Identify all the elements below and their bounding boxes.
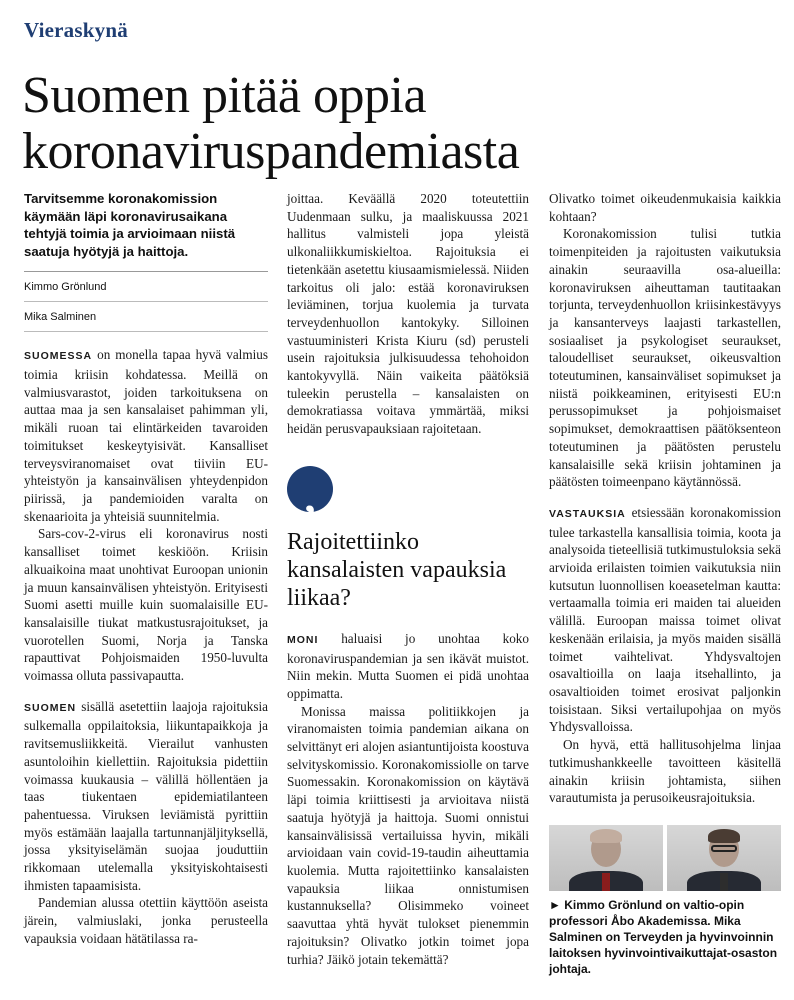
body-paragraph xyxy=(24,346,268,525)
body-paragraph: Olivatko toimet oikeudenmukaisia kaikkia kohtaan? xyxy=(549,191,781,224)
author-divider xyxy=(24,301,268,302)
pull-quote-subhead: Rajoitettiinko kansalaisten vapauksia liikaa? xyxy=(287,528,507,611)
lead-paragraph: Tarvitsemme koronakomission käymään läpi koronavirusaikana tehtyjä toimia ja arvioimaan niistä saatuja hyötyjä ja haittoja. xyxy=(24,191,236,259)
lead-divider xyxy=(24,271,268,272)
photo-caption: ► Kimmo Grönlund on valtio-opin professori Åbo Akademissa. Mika Salminen on Terveyden ja hyvinvoinnin laitoksen hyvinvointivaikuttajat-osaston johtaja. xyxy=(549,897,778,976)
body-paragraph xyxy=(24,698,268,895)
body-paragraph: joittaa. Keväällä 2020 toteutettiin Uudenmaan sulku, ja maaliskuussa 2021 hallitus valmisteli jopa yleistä ulkonaliikkumiskieltoa. Rajoituksia ei tietenkään asetettu kiusaamismielessä. Niiden tarkoitus oli jalo: estää koronaviruksen leviäminen, torjua kuolemia ja turvata terveydenhuollon kantokyky. Silloinen vastuuministeri Krista Kiuru (sd) perusteli usein rajoituksia julkisuudessa tehohoidon kantokyvyllä. Näin vaikeita päätöksiä tuleekin perustella – kansalaisten on demokratiassa voitava ymmärtää, miksi heidän perusvapauksiaan rajoitetaan. xyxy=(287,191,529,437)
quote-icon: , xyxy=(287,466,333,512)
author-mika: Mika Salminen xyxy=(24,311,97,324)
section-label: Vieraskynä xyxy=(24,18,128,42)
paragraph-text: sisällä asetettiin laajoja rajoituksia sulkemalla oppilaitoksia, liikuntapaikkoja ja ravitsemusliikkeitä. Vierailut vanhusten asuntoloihin kiellettiin. Rajoituksia pidettiin voimassa kuukausia – välillä höllentäen ja taas tiukentaen epidemiatilanteen pahentuessa. Viruksen leviämistä pyrittiin myös estämään laajalla tartunnanjäljityksellä, jossa yksityiselämän suojaa jouduttiin rikkomaan utelemalla yksityiskohtaisesti ihmisten tapaamisista. xyxy=(24,698,268,893)
paragraph-lead-caps: VASTAUKSIA xyxy=(549,507,626,520)
body-paragraph: Koronakomission tulisi tutkia toimenpiteiden ja rajoitusten vaikutuksia ainakin seuraavilla osa-alueilla: koronaviruksen aiheuttaman tautitaakan torjunta, terveydenhuollon kriisinkestävyys ja kansanterveys laajasti tarkastellen, sosiaaliset ja psykologiset seuraukset, taloudelliset seuraukset, oikeusvaltion toteutuminen, kansainväliset sopimukset ja niistä poikkeaminen, erityisesti EU:n perussopimukset ja pohjoismaiset sopimukset, demokraattisen päätöksenteon toteutuminen ja päätösten perustelu kansalaisille sekä kriisin johtaminen ja päätösten toimeenpano käytännössä. xyxy=(549,226,781,490)
paragraph-lead-caps: SUOMESSA xyxy=(24,350,93,363)
paragraph-text: haluaisi jo unohtaa koko koronaviruspandemian ja sen ikävät muistot. Niin mekin. Mutta Suomen ei pidä unohtaa oppimatta. xyxy=(287,630,529,701)
column-3 xyxy=(549,190,781,977)
column-1 xyxy=(24,190,268,948)
author-kimmo: Kimmo Grönlund xyxy=(24,281,107,294)
body-paragraph xyxy=(549,504,781,736)
body-paragraph: Sars-cov-2-virus eli koronavirus nosti kansalliset toimet keskiöön. Kriisin alkuaikoina maat unohtivat Euroopan unionin ja muun kansainvälisen yhteistyön. Erityisesti Suomi asetti muille kuin suomalaisille EU-kansalaisille tiukat matkustusrajoitukset, ja vuorotellen Suomi, Norja ja Tanska rapauttivat Pohjoismaiden 1950-luvulta voimassa olluta passivapautta. xyxy=(24,526,268,684)
pull-quote xyxy=(287,466,529,612)
author-photos xyxy=(549,825,781,891)
paragraph-lead-caps: MONI xyxy=(287,633,319,646)
paragraph-text: etsiessään koronakomission tulee tarkastella kansallisia toimia, koota ja analysoida tieteellisiä tutkimustuloksia sekä arvioida erilaisten toimien vaikutuksia niin kutsutun luonnollisen koeasetelman kautta: vertaamalla toimia eri maiden tai alueiden välillä. Euroopan maissa toimet olivat keskenään erilaisia, ja myös maiden sisällä toimet vaihtelivat. Yhdysvaltojen osavaltioilla on laaja itsehallinto, ja osavaltioiden toimet erosivat paljonkin toisistaan. Siksi vertailupohjaa on myös Yhdysvalloissa. xyxy=(549,504,781,735)
body-paragraph: Monissa maissa politiikkojen ja viranomaisten toimia pandemian aikana on selvittänyt eri alojen asiantuntijoista koostuva selvityskomissio. Koronakomissiolle on tarve Suomessakin. Koronakomission on käytävä läpi toimia kriittisesti ja arvioitava niistä saatuja hyötyjä ja haittoja. Suomi onnistui kansainvälisissä vertailuissa hyvin, mikäli arvioidaan vain covid-19-taudin aiheuttamia kuolemia. Mutta rajoitettiinko kansalaisten vapauksia liikaa onnistumisen kustannuksella? Olisimmeko voineet saavuttaa yhtä hyvät tulokset pienemmin rajoituksin? Olivatko jotkin toimet jopa turhia? Jäikö jotain tekemättä? xyxy=(287,703,529,967)
paragraph-text: on monella tapaa hyvä valmius toimia kriisin kohdatessa. Meillä on valmiusvarastot, joiden tarkoituksena on auttaa maa ja sen kansalaiset pahimman yli, mikäli ruoan tai elintärkeiden tavaroiden toimitukset keskeytyisivät. Kansalliset terveysviranomaiset ovat tiiviin EU-yhteistyön ja kansainvälisen yhteydenpidon piirissä, ja pandemioiden varalta on skenaarioita ja yhteisiä suunnitelmia. xyxy=(24,347,268,524)
body-paragraph xyxy=(287,630,529,703)
author-photo-mika xyxy=(667,825,781,891)
column-2 xyxy=(287,190,529,968)
paragraph-lead-caps: SUOMEN xyxy=(24,701,77,714)
body-paragraph: Pandemian alussa otettiin käyttöön aseista järein, valmiuslaki, jonka perusteella vapauksia voidaan hätätilassa ra- xyxy=(24,895,268,946)
headline: Suomen pitää oppia koronaviruspandemiasta xyxy=(22,67,520,180)
author-divider-2 xyxy=(24,331,268,332)
author-photo-kimmo xyxy=(549,825,663,891)
body-paragraph: On hyvä, että hallitusohjelma linjaa tutkimushankkeelle tavoitteen käsitellä ainakin kriisin johtamista, siihen varautumista ja perusoikeusrajoituksia. xyxy=(549,737,781,806)
